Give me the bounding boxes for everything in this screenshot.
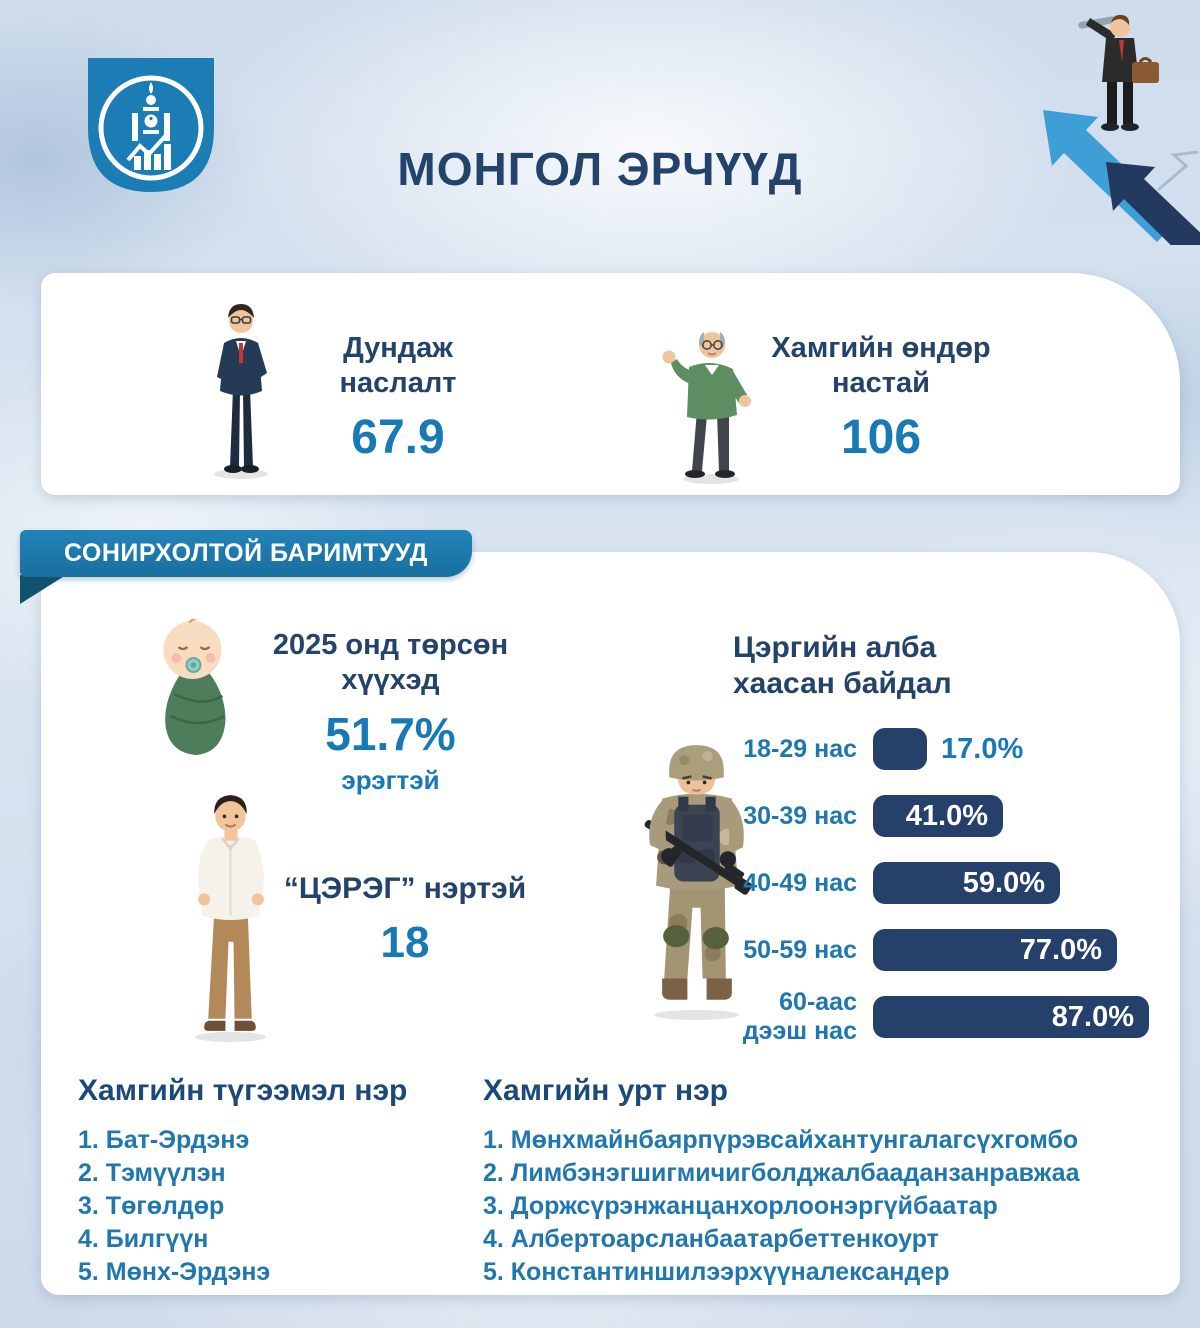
swaddled-baby-icon (141, 614, 253, 764)
list-item: 5. Мөнх-Эрдэнэ (78, 1258, 271, 1286)
long-names-list (483, 1074, 1173, 1289)
list-item: 4. Албертоарсланбаатарбеттенкоурт (483, 1225, 939, 1253)
bar-row (729, 929, 1117, 971)
list-item: 2. Тэмүүлэн (78, 1159, 226, 1187)
fact-value: 18 (380, 918, 430, 967)
section-ribbon-label: СОНИРХОЛТОЙ БАРИМТУУД (64, 539, 428, 567)
stat-oldest-age (741, 331, 1021, 465)
list-item: 5. Константиншилээрхүүналександер (483, 1258, 950, 1286)
section-ribbon (20, 530, 472, 577)
bar-row (729, 795, 1003, 837)
bar-value-label: 87.0% (1051, 1000, 1134, 1033)
fact-birth-2025 (253, 628, 528, 796)
page-title: МОНГОЛ ЭРЧҮҮД (397, 143, 803, 195)
bar-category-label: 18-29 нас (743, 734, 857, 763)
list-item: 3. Төгөлдөр (78, 1192, 225, 1220)
stat-average-lifespan (303, 331, 493, 465)
list-item: 2. Лимбэнэгшигмичигболджалбааданзанравжаа (483, 1159, 1080, 1187)
stat-value: 67.9 (351, 410, 445, 464)
businessman-icon (209, 299, 273, 481)
bar-value-label: 41.0% (905, 799, 988, 832)
bar-value-label: 59.0% (962, 866, 1045, 899)
list-title: Хамгийн түгээмэл нэр (78, 1074, 408, 1107)
list-item: 3. Доржсүрэнжанцанхорлоонэргүйбаатар (483, 1192, 998, 1220)
list-item: 4. Билгүүн (78, 1225, 209, 1253)
bar (873, 728, 927, 770)
bar-category-label: 50-59 нас (743, 935, 857, 964)
fact-value: 51.7% (325, 707, 456, 760)
bar (873, 996, 1149, 1038)
fact-sub-label: эрэгтэй (341, 764, 440, 795)
bar-value-label: 77.0% (1019, 933, 1102, 966)
bar-row (729, 728, 1023, 770)
summary-card (41, 273, 1180, 495)
stat-value: 106 (840, 410, 922, 464)
common-names-list (78, 1074, 458, 1289)
bar-category-label: 60-аас дээш нас (742, 988, 857, 1045)
bar (873, 795, 1003, 837)
fact-label: “ЦЭРЭГ” нэртэй (283, 872, 527, 905)
list-title: Хамгийн урт нэр (483, 1074, 728, 1107)
bar (873, 862, 1060, 904)
chart-title: Цэргийн алба хаасан байдал (733, 631, 952, 700)
bar (873, 929, 1117, 971)
stat-label: Хамгийн өндөр настай (771, 332, 991, 400)
bar-value-label: 17.0% (941, 732, 1024, 765)
businessman-telescope-growth-arrows-icon (1018, 0, 1200, 245)
list-item: 1. Мөнхмайнбаярпүрэвсайхантунгалагсүхгомбо (483, 1126, 1079, 1154)
fact-label: 2025 онд төрсөн хүүхэд (272, 629, 509, 697)
fact-tsereg-name (240, 872, 570, 968)
stat-label: Дундаж наслалт (339, 332, 457, 400)
list-item: 1. Бат-Эрдэнэ (78, 1126, 250, 1154)
bar-category-label: 30-39 нас (743, 801, 857, 830)
bar-row (729, 862, 1060, 904)
bar-category-label: 40-49 нас (743, 868, 857, 897)
bar-row (729, 988, 1149, 1045)
